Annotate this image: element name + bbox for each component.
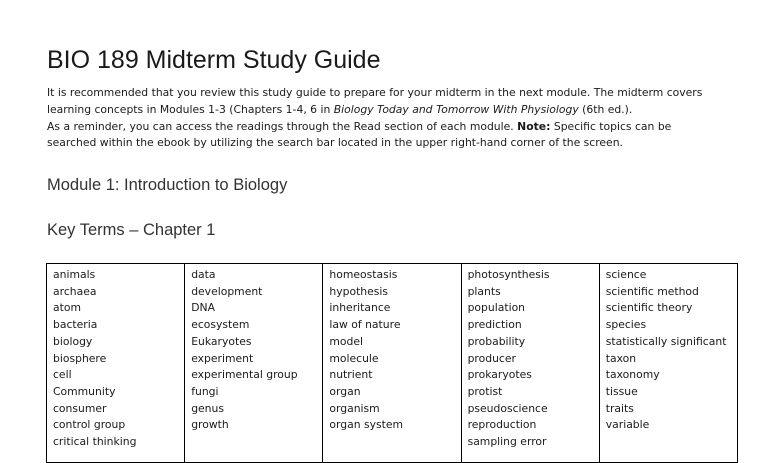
term: Community: [53, 384, 116, 398]
intro-line: [47, 135, 747, 152]
book-title: Biology Today and Tomorrow With Physiology: [333, 102, 579, 116]
term: control group: [53, 418, 126, 432]
term: photosynthesis: [467, 268, 550, 281]
terms-column: [461, 264, 599, 463]
terms-column: [323, 264, 461, 463]
key-terms-table: [46, 263, 738, 463]
intro-text: As a reminder, you can access the readings through the Read section of each module.: [47, 119, 518, 133]
intro-text: learning concepts in Modules 1-3 (Chapters 1-4, 6 in: [47, 102, 334, 116]
term: reproduction: [467, 418, 537, 432]
term: cell: [53, 368, 72, 382]
table-row: [47, 264, 738, 463]
intro-text: Specific topics can be: [550, 119, 672, 133]
term: organism: [329, 401, 380, 415]
intro-line: [47, 85, 747, 102]
term: consumer: [53, 401, 107, 415]
term: growth: [191, 418, 229, 432]
term: producer: [467, 351, 516, 365]
term: scientific method: [605, 284, 699, 298]
intro-line: [47, 119, 747, 136]
term: nutrient: [329, 368, 373, 382]
page-title: BIO 189 Midterm Study Guide: [47, 46, 381, 74]
term: archaea: [53, 284, 97, 298]
terms-column: [47, 264, 185, 463]
term: fungi: [191, 384, 219, 398]
term: development: [191, 284, 263, 298]
term: law of nature: [329, 318, 401, 332]
intro-text: searched within the ebook by utilizing the search bar located in the upper right-hand corner of the screen.: [47, 136, 623, 150]
term: organ system: [329, 418, 404, 432]
term: species: [605, 318, 647, 332]
term: plants: [467, 284, 501, 298]
term: pseudoscience: [467, 401, 548, 415]
term: experiment: [191, 351, 254, 365]
term: genus: [191, 401, 224, 415]
term: tissue: [605, 384, 638, 398]
term: taxon: [605, 351, 637, 365]
term: DNA: [191, 301, 215, 315]
term: variable: [605, 418, 650, 432]
term: model: [329, 334, 363, 348]
term: ecosystem: [191, 318, 250, 332]
term: scientific theory: [605, 301, 693, 315]
intro-text: It is recommended that you review this study guide to prepare for your midterm in the next module. The midterm covers: [47, 86, 703, 99]
term: sampling error: [467, 435, 547, 449]
intro-text: (6th ed.).: [578, 102, 633, 116]
intro-line: [47, 102, 747, 119]
term: critical thinking: [53, 435, 137, 449]
term: prokaryotes: [467, 368, 532, 382]
term: taxonomy: [605, 368, 660, 382]
term: animals: [53, 268, 96, 281]
term: prediction: [467, 318, 522, 332]
term: homeostasis: [329, 268, 398, 281]
terms-column: [599, 264, 737, 463]
term: molecule: [329, 351, 379, 365]
term: experimental group: [191, 368, 298, 382]
term: data: [191, 268, 216, 281]
term: biology: [53, 334, 93, 348]
term: probability: [467, 334, 526, 348]
term: statistically significant: [605, 334, 727, 348]
term: population: [467, 301, 526, 315]
note-label: Note:: [517, 119, 551, 133]
term: organ: [329, 384, 361, 398]
term: bacteria: [53, 318, 98, 332]
term: biosphere: [53, 351, 107, 365]
intro-paragraph: [47, 85, 747, 152]
module-heading: Module 1: Introduction to Biology: [47, 176, 288, 194]
term: protist: [467, 384, 503, 398]
term: traits: [605, 401, 634, 415]
terms-column: [185, 264, 323, 463]
term: hypothesis: [329, 284, 389, 298]
term: science: [605, 268, 647, 281]
term: atom: [53, 301, 81, 315]
key-terms-heading: Key Terms – Chapter 1: [47, 221, 216, 239]
term: inheritance: [329, 301, 391, 315]
term: Eukaryotes: [191, 334, 252, 348]
